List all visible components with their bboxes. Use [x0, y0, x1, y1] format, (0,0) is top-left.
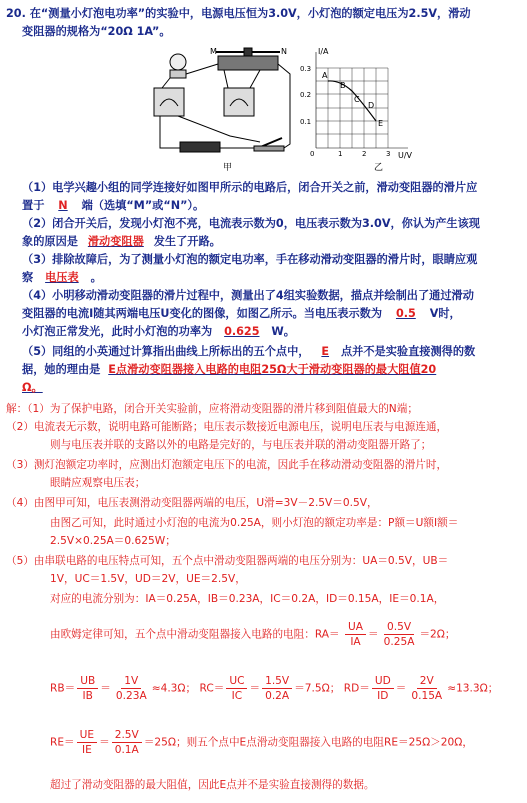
graph-yi — [298, 44, 418, 164]
q1-line1: （1）电学兴趣小组的同学连接好如图甲所示的电路后，闭合开关之前，滑动变阻器的滑片应 — [22, 181, 478, 194]
solution-formula-BCD: RB＝ $\frac{UB}{IB}$ ＝ $\frac{1V}{0.23A}$ ≈4.3Ω； RC＝ $\frac{UC}{IC}$ ＝ $\frac{1.5V}{0.2A}$ ＝7.5Ω； RD＝ $\frac{UD}{ID}$ ＝ $\frac{2V}{0.15A}$ ≈13.3Ω； — [50, 675, 499, 702]
label-N: N — [281, 47, 287, 56]
point-C: C — [354, 95, 360, 104]
q1-line2: 置于 N 端（选填“M”或“N”）。 — [22, 199, 205, 212]
solution-formula-E: RE＝ $\frac{UE}{IE}$ ＝ $\frac{2.5V}{0.1A}$ ＝25Ω；则五个点中E点滑动变阻器接入电路的电阻RE＝25Ω＞20Ω， — [50, 729, 473, 756]
y-tick-0.3: 0.3 — [300, 65, 312, 73]
circuit-diagram-jia — [150, 44, 300, 164]
question-stem-line2: 变阻器的规格为“20Ω 1A”。 — [22, 25, 171, 38]
solution-2b: 则与电压表并联的支路以外的电路是完好的，与电压表并联的滑动变阻器开路了； — [50, 439, 432, 451]
x-tick-3: 3 — [386, 150, 391, 158]
solution-last: 超过了滑动变阻器的最大阻值，因此E点并不是实验直接测得的数据。 — [50, 779, 375, 791]
solution-3a: （3）测灯泡额定功率时，应测出灯泡额定电压下的电流，因此手在移动滑动变阻器的滑片时， — [6, 459, 448, 471]
q3-line2: 察 电压表 。 — [22, 271, 102, 284]
fig-jia-caption: 甲 — [223, 163, 233, 173]
q2-line1: （2）闭合开关后，发现小灯泡不亮，电流表示数为0，电压表示数为3.0V，你认为产生该现 — [22, 217, 480, 230]
label-M: M — [210, 47, 217, 56]
solution-5a: （5）由串联电路的电压特点可知，五个点中滑动变阻器两端的电压分别为：UA＝0.5V，UB＝ — [6, 555, 449, 567]
solution-3b: 眼睛应观察电压表； — [50, 477, 146, 489]
solution-5d-formula-A: 由欧姆定律可知，五个点中滑动变阻器接入电路的电阻：RA＝ $\frac{UA}{IA}$ ＝ $\frac{0.5V}{0.25A}$ ＝2Ω； — [50, 621, 456, 648]
q5-line3: Ω。 — [22, 381, 43, 394]
point-A: A — [322, 71, 328, 80]
q3-answer: 电压表 — [45, 271, 79, 284]
solution-4a: （4）由图甲可知，电压表测滑动变阻器两端的电压，U滑=3V－2.5V＝0.5V， — [6, 497, 378, 509]
y-tick-0.1: 0.1 — [300, 118, 312, 126]
q4-line1: （4）小明移动滑动变阻器的滑片过程中，测量出了4组实验数据，描点并绘制出了通过滑动 — [22, 289, 474, 302]
q4-line2: 变阻器的电流I随其两端电压U变化的图像，如图乙所示。当电压表示数为 0.5 V时， — [22, 307, 461, 320]
graph-xlabel: U/V — [398, 151, 413, 160]
q2-line2: 象的原因是 滑动变阻器 发生了开路。 — [22, 235, 221, 248]
x-tick-0: 0 — [310, 150, 315, 158]
solution-5b: 1V，UC＝1.5V，UD＝2V，UE＝2.5V， — [50, 573, 246, 585]
y-tick-0.2: 0.2 — [300, 91, 312, 99]
q4-answer-voltage: 0.5 — [395, 307, 416, 320]
point-E: E — [378, 119, 384, 128]
graph-ylabel: I/A — [318, 47, 329, 56]
solution-1: 解：（1）为了保护电路，闭合开关实验前，应将滑动变阻器的滑片移到阻值最大的N端； — [6, 403, 418, 415]
q5-line1: （5）同组的小英通过计算指出曲线上所标出的五个点中， E 点并不是实验直接测得的数 — [22, 345, 476, 358]
x-tick-2: 2 — [362, 150, 367, 158]
q1-answer: N — [58, 199, 68, 212]
q3-line1: （3）排除故障后，为了测量小灯泡的额定电功率，手在移动滑动变阻器的滑片时，眼睛应观 — [22, 253, 478, 266]
solution-2a: （2）电流表无示数，说明电路可能断路；电压表示数接近电源电压，说明电压表与电源连通， — [6, 421, 448, 433]
q4-line3: 小灯泡正常发光，此时小灯泡的功率为 0.625 W。 — [22, 325, 295, 338]
solution-4c: 2.5V×0.25A＝0.625W； — [50, 535, 176, 547]
q5-answer-point: E — [321, 345, 330, 358]
q2-answer: 滑动变阻器 — [87, 235, 144, 248]
question-number: 20. — [6, 7, 26, 20]
fig-yi-caption: 乙 — [374, 163, 384, 173]
q4-answer-power: 0.625 — [224, 325, 260, 338]
solution-4b: 由图乙可知，此时通过小灯泡的电流为0.25A，则小灯泡的额定功率是：P额＝U额I额＝ — [50, 517, 459, 529]
question-stem-line1: 20. 在“测量小灯泡电功率”的实验中，电源电压恒为3.0V，小灯泡的额定电压为2.5V，滑动 — [6, 7, 471, 20]
point-D: D — [368, 101, 375, 110]
solution-5c: 对应的电流分别为：IA＝0.25A，IB＝0.23A，IC＝0.2A，ID＝0.15A，IE＝0.1A， — [50, 593, 445, 605]
q5-answer-reason: E点滑动变阻器接入电路的电阻25Ω大于滑动变阻器的最大阻值20 — [108, 363, 437, 376]
q5-line2: 据，她的理由是 E点滑动变阻器接入电路的电阻25Ω大于滑动变阻器的最大阻值20 — [22, 363, 437, 376]
x-tick-1: 1 — [338, 150, 343, 158]
point-B: B — [340, 81, 346, 90]
